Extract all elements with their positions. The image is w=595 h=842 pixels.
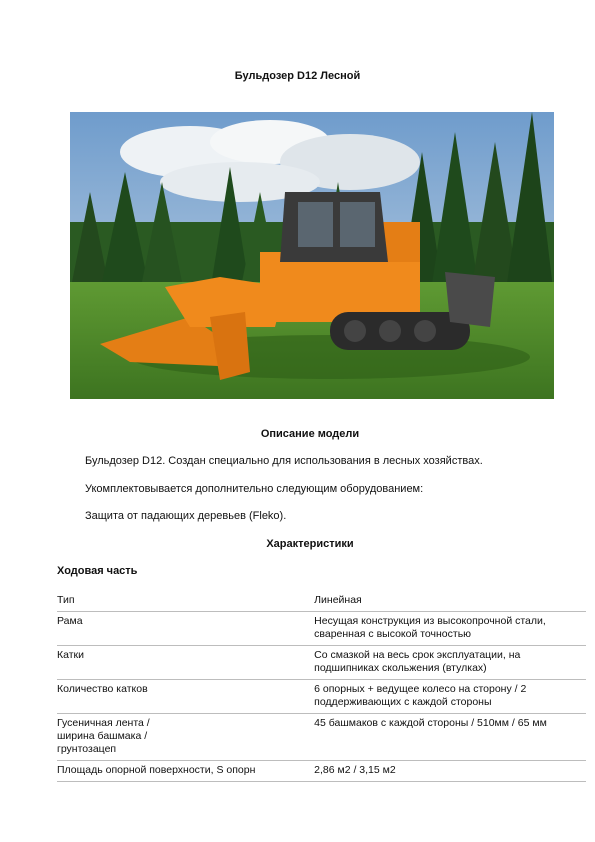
model-description-heading: Описание модели — [260, 428, 360, 440]
spec-value: 6 опорных + ведущее колесо на сторону / 2 поддерживающих с каждой стороны — [314, 680, 586, 714]
table-row — [57, 591, 586, 612]
description-paragraph-2: Укомплектовывается дополнительно следующим оборудованием: — [85, 483, 424, 495]
spec-label: Катки — [57, 646, 314, 680]
description-paragraph-1: Бульдозер D12. Создан специально для использования в лесных хозяйствах. — [85, 455, 483, 467]
specifications-heading: Характеристики — [266, 538, 354, 550]
spec-label: Тип — [57, 591, 314, 612]
table-row — [57, 612, 586, 646]
spec-value: Линейная — [314, 591, 586, 612]
table-row — [57, 714, 586, 761]
spec-value: 2,86 м2 / 3,15 м2 — [314, 761, 586, 782]
spec-label: Количество катков — [57, 680, 314, 714]
spec-label: Рама — [57, 612, 314, 646]
table-row — [57, 761, 586, 782]
description-paragraph-3: Защита от падающих деревьев (Fleko). — [85, 510, 287, 522]
spec-label: Площадь опорной поверхности, S опорн — [57, 761, 314, 782]
undercarriage-subheading: Ходовая часть — [57, 565, 138, 577]
spec-value: Со смазкой на весь срок эксплуатации, на подшипниках скольжения (втулках) — [314, 646, 586, 680]
spec-value: 45 башмаков с каждой стороны / 510мм / 65 мм — [314, 714, 586, 761]
bulldozer-photo — [70, 112, 554, 399]
page-title: Бульдозер D12 Лесной — [234, 70, 361, 82]
spec-label: Гусеничная лента / ширина башмака / грунтозацеп — [57, 714, 314, 761]
spec-value: Несущая конструкция из высокопрочной стали, сваренная с высокой точностью — [314, 612, 586, 646]
table-row — [57, 680, 586, 714]
spec-table — [57, 591, 586, 782]
table-row — [57, 646, 586, 680]
